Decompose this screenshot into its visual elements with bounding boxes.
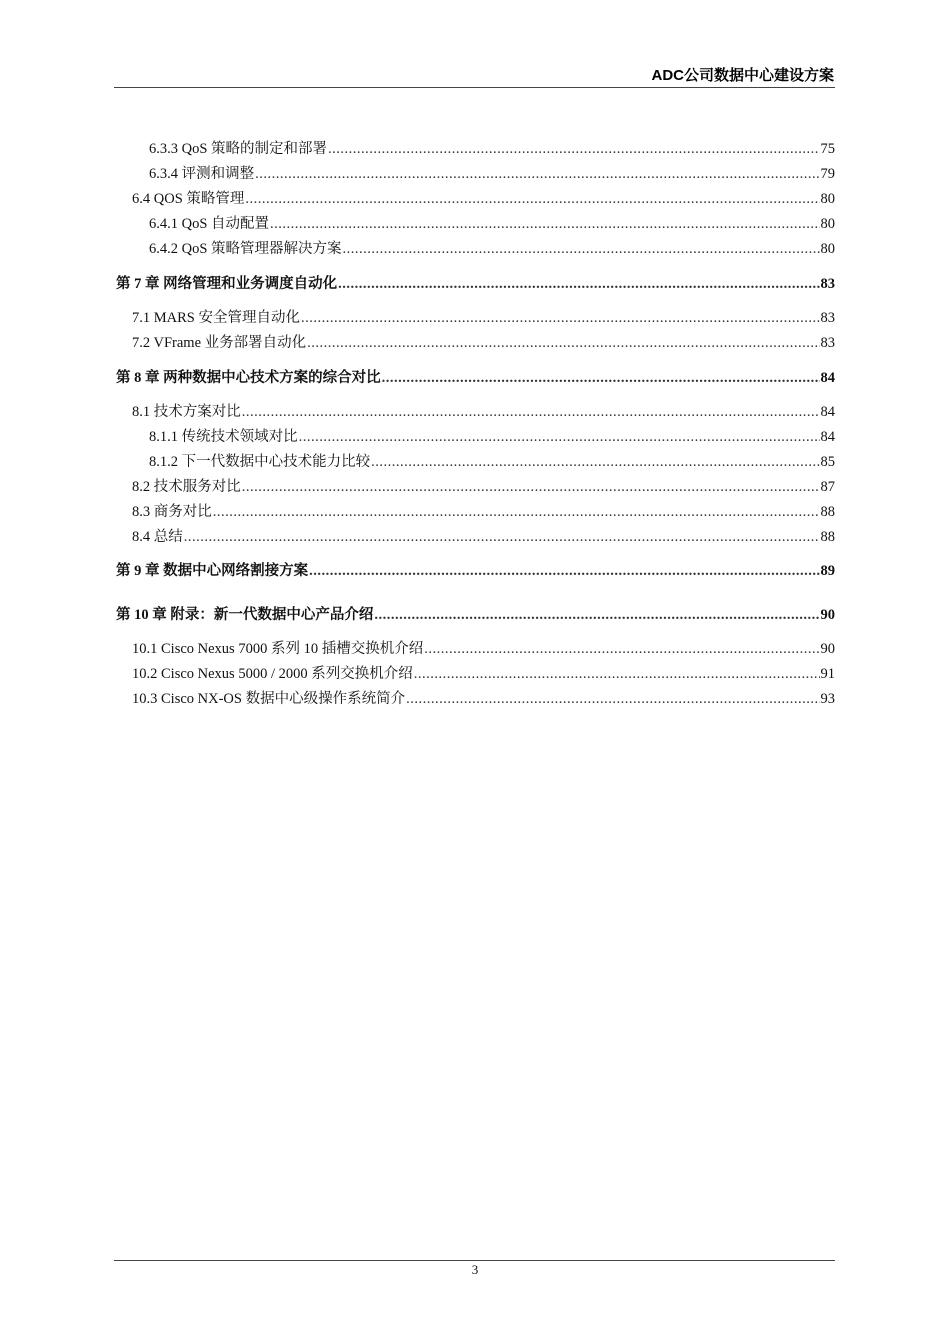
toc-entry-title: 10.3 Cisco NX-OS 数据中心级操作系统简介 xyxy=(132,691,406,707)
toc-entry-8-1-1[interactable] xyxy=(149,427,835,447)
toc-entry-title: 10.1 Cisco Nexus 7000 系列 10 插槽交换机介绍 xyxy=(132,641,424,657)
toc-entry-page: 88 xyxy=(820,529,835,545)
toc-entry-title: 8.3 商务对比 xyxy=(132,504,212,520)
toc-entry-title: 8.1 技术方案对比 xyxy=(132,404,241,420)
toc-entry-7-1[interactable] xyxy=(132,308,835,328)
toc-entry-10-3[interactable] xyxy=(132,689,835,709)
toc-entry-page: 87 xyxy=(820,479,835,495)
toc-entry-title: 8.1.1 传统技术领域对比 xyxy=(149,429,298,445)
toc-entry-page: 80 xyxy=(820,191,835,207)
toc-entry-10-1[interactable] xyxy=(132,639,835,659)
toc-entry-page: 75 xyxy=(820,141,835,157)
toc-entry-chapter-10[interactable] xyxy=(116,605,835,625)
toc-leader-dots xyxy=(424,639,819,659)
toc-entry-title: 第 7 章 网络管理和业务调度自动化 xyxy=(116,276,338,292)
toc-entry-page: 80 xyxy=(820,216,835,232)
toc-leader-dots xyxy=(414,664,820,684)
document-header-title: ADC公司数据中心建设方案 xyxy=(651,67,834,84)
toc-leader-dots xyxy=(270,214,819,234)
toc-entry-10-2[interactable] xyxy=(132,664,835,684)
toc-leader-dots xyxy=(374,605,819,625)
toc-leader-dots xyxy=(307,333,819,353)
toc-entry-page: 80 xyxy=(820,241,835,257)
page-number: 3 xyxy=(471,1262,479,1277)
toc-entry-6-3-4[interactable] xyxy=(149,164,835,184)
toc-entry-chapter-8[interactable] xyxy=(116,368,835,388)
toc-leader-dots xyxy=(184,527,820,547)
toc-entry-title: 6.3.3 QoS 策略的制定和部署 xyxy=(149,141,328,157)
toc-entry-page: 84 xyxy=(820,370,835,386)
toc-entry-title: 10.2 Cisco Nexus 5000 / 2000 系列交换机介绍 xyxy=(132,666,413,682)
toc-entry-title: 第 10 章 附录：新一代数据中心产品介绍 xyxy=(116,607,374,623)
toc-entry-page: 83 xyxy=(820,335,835,351)
toc-entry-title: 6.4.2 QoS 策略管理器解决方案 xyxy=(149,241,342,257)
toc-entry-title: 6.3.4 评测和调整 xyxy=(149,166,255,182)
toc-entry-page: 85 xyxy=(820,454,835,470)
toc-entry-page: 93 xyxy=(820,691,835,707)
toc-entry-title: 8.2 技术服务对比 xyxy=(132,479,241,495)
footer-divider xyxy=(114,1260,835,1261)
toc-entry-title: 8.1.2 下一代数据中心技术能力比较 xyxy=(149,454,371,470)
toc-entry-8-2[interactable] xyxy=(132,477,835,497)
toc-entry-title: 8.4 总结 xyxy=(132,529,183,545)
toc-entry-8-1[interactable] xyxy=(132,402,835,422)
toc-entry-title: 第 9 章 数据中心网络割接方案 xyxy=(116,563,309,579)
header-divider xyxy=(114,87,835,88)
toc-entry-8-4[interactable] xyxy=(132,527,835,547)
toc-entry-8-1-2[interactable] xyxy=(149,452,835,472)
toc-entry-6-4-1[interactable] xyxy=(149,214,835,234)
toc-entry-8-3[interactable] xyxy=(132,502,835,522)
toc-entry-title: 第 8 章 两种数据中心技术方案的综合对比 xyxy=(116,370,381,386)
toc-entry-page: 84 xyxy=(820,429,835,445)
toc-leader-dots xyxy=(371,452,819,472)
toc-leader-dots xyxy=(299,427,820,447)
toc-entry-page: 91 xyxy=(820,666,835,682)
toc-entry-title: 6.4 QOS 策略管理 xyxy=(132,191,245,207)
toc-entry-title: 7.1 MARS 安全管理自动化 xyxy=(132,310,300,326)
toc-entry-page: 90 xyxy=(820,641,835,657)
toc-entry-page: 83 xyxy=(820,310,835,326)
toc-entry-page: 90 xyxy=(820,607,835,623)
toc-entry-page: 84 xyxy=(820,404,835,420)
toc-entry-page: 83 xyxy=(820,276,835,292)
toc-leader-dots xyxy=(328,139,819,159)
toc-leader-dots xyxy=(301,308,820,328)
toc-entry-chapter-9[interactable] xyxy=(116,561,835,581)
toc-leader-dots xyxy=(213,502,820,522)
toc-entry-6-4-2[interactable] xyxy=(149,239,835,259)
toc-entry-6-4[interactable] xyxy=(132,189,835,209)
toc-leader-dots xyxy=(242,477,820,497)
toc-leader-dots xyxy=(255,164,819,184)
toc-entry-chapter-7[interactable] xyxy=(116,274,835,294)
toc-leader-dots xyxy=(382,368,820,388)
toc-entry-6-3-3[interactable] xyxy=(149,139,835,159)
toc-entry-page: 88 xyxy=(820,504,835,520)
toc-entry-title: 7.2 VFrame 业务部署自动化 xyxy=(132,335,307,351)
toc-entry-page: 89 xyxy=(820,563,835,579)
toc-leader-dots xyxy=(242,402,820,422)
toc-entry-7-2[interactable] xyxy=(132,333,835,353)
toc-leader-dots xyxy=(309,561,819,581)
toc-leader-dots xyxy=(245,189,819,209)
toc-entry-page: 79 xyxy=(820,166,835,182)
toc-leader-dots xyxy=(406,689,819,709)
toc-leader-dots xyxy=(338,274,819,294)
toc-entry-title: 6.4.1 QoS 自动配置 xyxy=(149,216,270,232)
toc-leader-dots xyxy=(343,239,820,259)
